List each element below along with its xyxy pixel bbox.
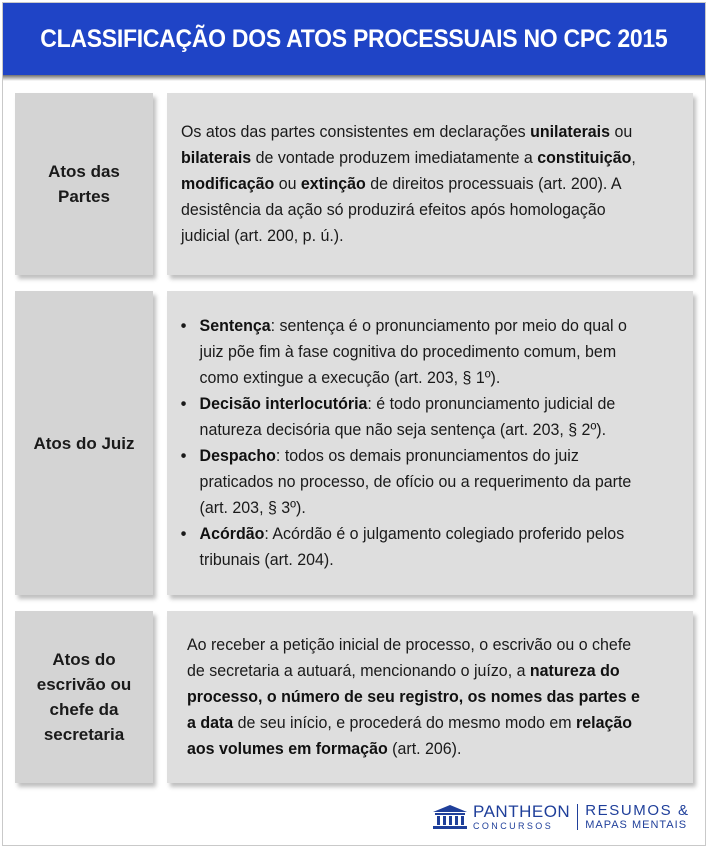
infographic-page (2, 2, 706, 846)
bullet-text: : é todo pronunciamento judicial de natureza decisória que não seja sentença (art. 203, § 2º). (199, 394, 616, 439)
bullet-term: Acórdão (199, 524, 265, 543)
row-description (177, 313, 649, 573)
bullet-item (177, 521, 649, 573)
bold-term: modificação (181, 174, 275, 193)
row-content-box (167, 93, 693, 275)
pantheon-temple-icon (431, 804, 469, 830)
brand-title: PANTHEON (473, 802, 571, 821)
tagline (585, 803, 689, 831)
bullet-text: : sentença é o pronunciamento por meio do qual o juiz põe fim à fase cognitiva do procedimento comum, bem como extingue a execução (art. 203, § 1º). (199, 316, 627, 387)
bullet-icon: • (180, 316, 187, 335)
page-title: CLASSIFICAÇÃO DOS ATOS PROCESSUAIS NO CPC 2015 (40, 24, 668, 53)
row-atos-das-partes (15, 93, 695, 275)
text-segment: de seu início, e procederá do mesmo modo em (233, 713, 577, 732)
bullet-item (177, 443, 649, 521)
text-segment: ou (274, 174, 301, 193)
tagline-line-1: RESUMOS & (585, 802, 690, 819)
bold-term: unilaterais (530, 122, 611, 141)
text-segment: de direitos processuais (art. 200). A desistência da ação só produzirá efeitos após homologação judicial (art. 200, p. ú.). (181, 174, 621, 245)
bullet-icon: • (180, 446, 187, 465)
row-content-box (167, 611, 693, 783)
row-label-box (15, 611, 153, 783)
text-segment: , (631, 148, 636, 167)
bullet-list (177, 313, 649, 573)
bullet-item (177, 391, 649, 443)
bullet-term: Decisão interlocutória (199, 394, 368, 413)
text-segment: ou (610, 122, 633, 141)
bullet-term: Sentença (199, 316, 271, 335)
bullet-term: Despacho (199, 446, 276, 465)
row-content-box (167, 291, 693, 595)
row-label: Atos do Juiz (33, 433, 135, 453)
brand-subtitle: CONCURSOS (473, 821, 554, 831)
bullet-icon: • (180, 524, 187, 543)
tagline-line-2: MAPAS MENTAIS (585, 819, 688, 831)
bold-term: bilaterais (181, 148, 252, 167)
text-segment: Ao receber a petição inicial de processo, o escrivão ou o chefe de secretaria a autuará, mencionando o juízo, a (187, 635, 632, 680)
bold-term: extinção (300, 174, 366, 193)
bold-term: constituição (537, 148, 632, 167)
row-description (181, 119, 645, 249)
bullet-icon: • (180, 394, 187, 413)
row-atos-do-escrivao (15, 611, 695, 783)
text-segment: (art. 206). (387, 739, 462, 758)
row-label: Atos das Partes (48, 162, 120, 206)
bullet-text: : todos os demais pronunciamentos do juiz praticados no processo, de ofício ou a requerimento da parte (art. 203, § 3º). (199, 446, 632, 517)
footer-logo (431, 801, 699, 833)
text-segment: Os atos das partes consistentes em declarações (181, 122, 531, 141)
header-banner (3, 3, 705, 75)
logo-divider (577, 804, 578, 830)
header-shadow (3, 75, 705, 81)
bullet-text: : Acórdão é o julgamento colegiado proferido pelos tribunais (art. 204). (199, 524, 625, 569)
bold-term: natureza do processo, o número de seu registro, os nomes das partes e a data (187, 661, 640, 732)
row-atos-do-juiz (15, 291, 695, 595)
row-description (187, 632, 646, 762)
brand-name (473, 803, 570, 831)
row-label-box (15, 291, 153, 595)
text-segment: de vontade produzem imediatamente a (251, 148, 538, 167)
bullet-item (177, 313, 649, 391)
row-label: Atos do escrivão ou chefe da secretaria (36, 650, 132, 744)
bold-term: relação aos volumes em formação (187, 713, 633, 758)
row-label-box (15, 93, 153, 275)
